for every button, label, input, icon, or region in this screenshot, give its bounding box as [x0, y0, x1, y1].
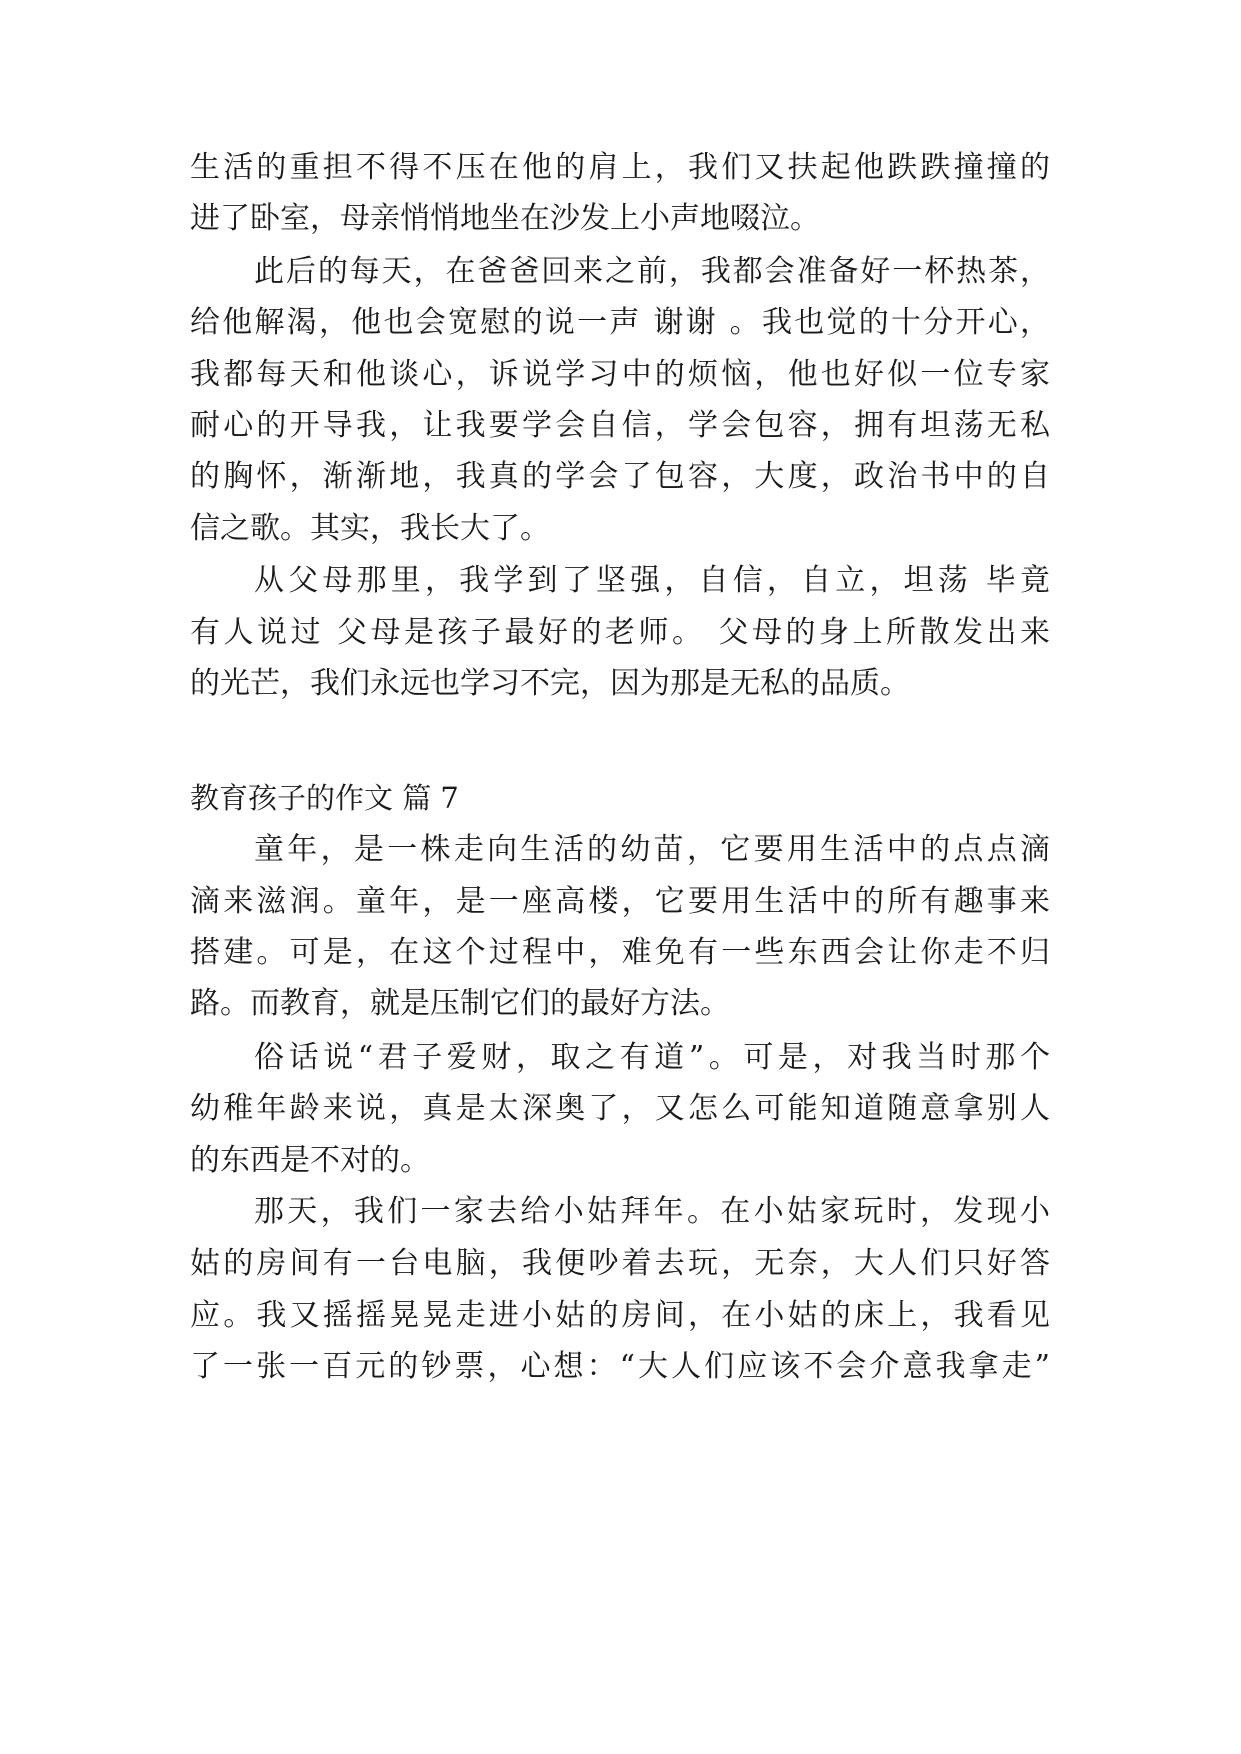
text-line: 那天，我们一家去给小姑拜年。在小姑家玩时，发现小 [254, 1194, 1050, 1229]
text-line: 的胸怀，渐渐地，我真的学会了包容，大度，政治书中的自 [190, 459, 1050, 494]
text-line: 俗话说“君子爱财，取之有道”。可是，对我当时那个 [254, 1040, 1050, 1075]
text-line: 给他解渴，他也会宽慰的说一声 谢谢 。我也觉的十分开心， [190, 305, 1050, 340]
section-title: 教育孩子的作文 篇 7 [190, 781, 459, 815]
text-line: 我都每天和他谈心，诉说学习中的烦恼，他也好似一位专家 [190, 357, 1050, 392]
text-line: 应。我又摇摇晃晃走进小姑的房间，在小姑的床上，我看见 [190, 1298, 1050, 1333]
text-line: 生活的重担不得不压在他的肩上，我们又扶起他跌跌撞撞的 [190, 150, 1050, 185]
text-line: 姑的房间有一台电脑，我便吵着去玩，无奈，大人们只好答 [190, 1246, 1050, 1281]
text-line: 童年，是一株走向生活的幼苗，它要用生活中的点点滴 [254, 832, 1050, 867]
text-line: 的东西是不对的。 [190, 1143, 430, 1178]
text-line: 幼稚年龄来说，真是太深奥了，又怎么可能知道随意拿别人 [190, 1091, 1050, 1126]
text-line: 有人说过 父母是孩子最好的老师。 父母的身上所散发出来 [190, 615, 1050, 650]
text-line: 此后的每天，在爸爸回来之前，我都会准备好一杯热茶， [254, 254, 1050, 289]
text-line: 进了卧室，母亲悄悄地坐在沙发上小声地啜泣。 [190, 201, 820, 236]
text-line: 从父母那里，我学到了坚强，自信，自立，坦荡 毕竟 [254, 563, 1050, 598]
text-line: 滴来滋润。童年，是一座高楼，它要用生活中的所有趣事来 [190, 884, 1050, 919]
text-line: 信之歌。其实，我长大了。 [190, 511, 550, 546]
text-line: 了一张一百元的钞票，心想：“大人们应该不会介意我拿走” [190, 1349, 1050, 1384]
text-line: 耐心的开导我，让我要学会自信，学会包容，拥有坦荡无私 [190, 408, 1050, 443]
text-line: 路。而教育，就是压制它们的最好方法。 [190, 986, 730, 1021]
text-line: 的光芒，我们永远也学习不完，因为那是无私的品质。 [190, 666, 910, 701]
text-line: 搭建。可是，在这个过程中，难免有一些东西会让你走不归 [190, 935, 1050, 970]
